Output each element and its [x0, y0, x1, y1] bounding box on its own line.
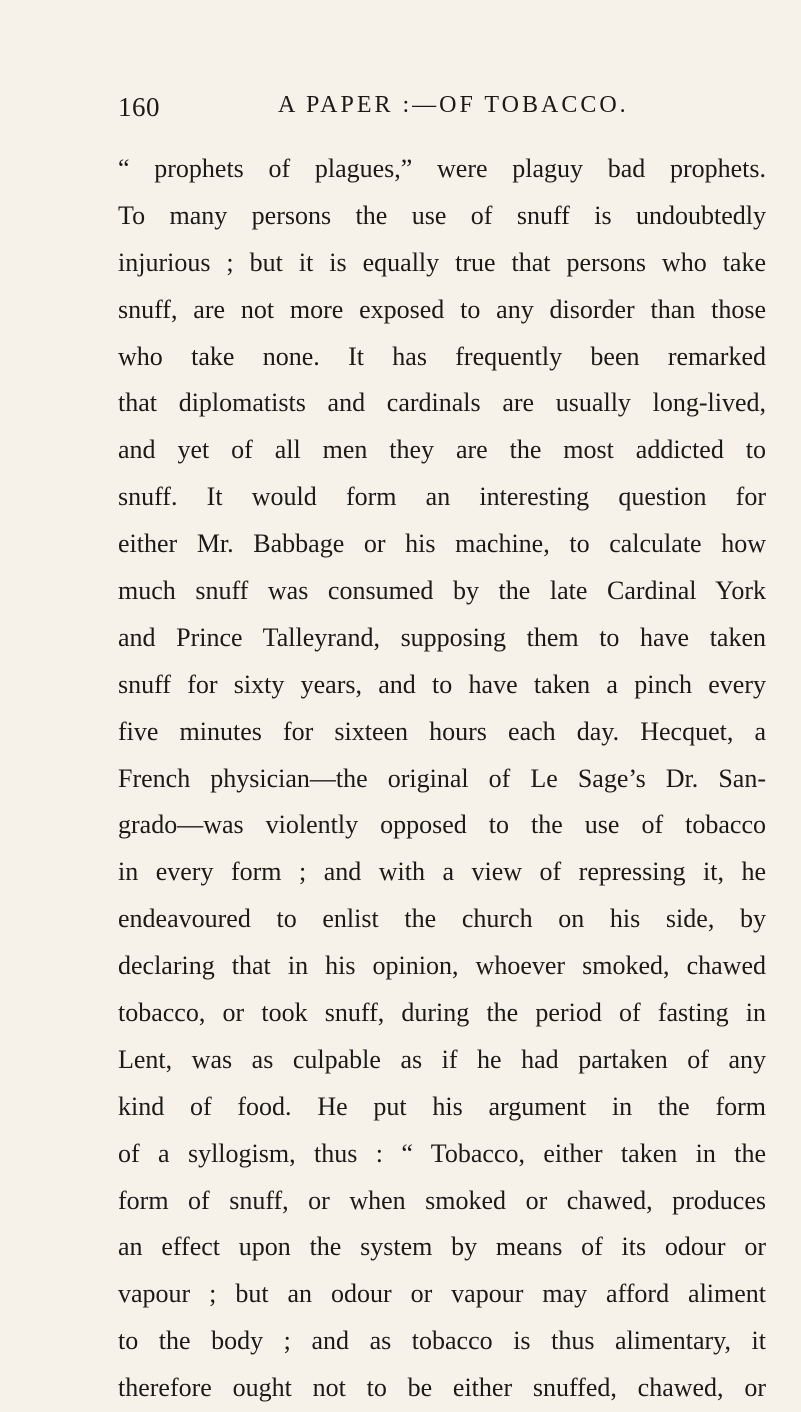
text-line: to the body ; and as tobacco is thus alimentary, it [118, 1326, 766, 1356]
text-line: snuff. It would form an interesting question for [118, 482, 766, 512]
text-line: injurious ; but it is equally true that persons who take [118, 247, 766, 277]
text-line: an effect upon the system by means of its odour or [118, 1232, 766, 1262]
text-line: “ prophets of plagues,” were plaguy bad prophets. [118, 154, 766, 183]
text-line: snuff, are not more exposed to any disorder than those [118, 294, 766, 324]
text-line: French physician—the original of Le Sage’s Dr. San- [118, 763, 766, 793]
text-line: snuff for sixty years, and to have taken a pinch every [118, 669, 766, 699]
text-line: and Prince Talleyrand, supposing them to have taken [118, 622, 766, 652]
text-line: tobacco, or took snuff, during the period of fasting in [118, 998, 766, 1028]
text-line: kind of food. He put his argument in the form [118, 1091, 766, 1121]
text-line: much snuff was consumed by the late Cardinal York [118, 576, 766, 606]
text-line: either Mr. Babbage or his machine, to calculate how [118, 529, 766, 559]
text-line: five minutes for sixteen hours each day. Hecquet, a [118, 716, 766, 746]
running-head [118, 92, 738, 122]
text-line: that diplomatists and cardinals are usually long-lived, [118, 388, 766, 418]
page-number: 160 [118, 92, 160, 122]
text-line: form of snuff, or when smoked or chawed, produces [118, 1185, 766, 1215]
text-line: Lent, was as culpable as if he had partaken of any [118, 1044, 766, 1074]
text-line: in every form ; and with a view of repressing it, he [118, 857, 766, 887]
running-title: A PAPER :—OF TOBACCO. [278, 92, 629, 118]
text-line: grado—was violently opposed to the use of tobacco [118, 810, 766, 840]
text-line: declaring that in his opinion, whoever smoked, chawed [118, 951, 766, 981]
text-line: and yet of all men they are the most addicted to [118, 435, 766, 465]
text-line: who take none. It has frequently been remarked [118, 341, 766, 371]
body-text [118, 146, 766, 1412]
text-line: vapour ; but an odour or vapour may afford aliment [118, 1279, 766, 1309]
text-line: To many persons the use of snuff is undoubtedly [118, 200, 766, 230]
text-line: endeavoured to enlist the church on his side, by [118, 904, 766, 934]
text-line: therefore ought not to be either snuffed, chawed, or [118, 1373, 766, 1403]
text-line: of a syllogism, thus : “ Tobacco, either taken in the [118, 1138, 766, 1168]
